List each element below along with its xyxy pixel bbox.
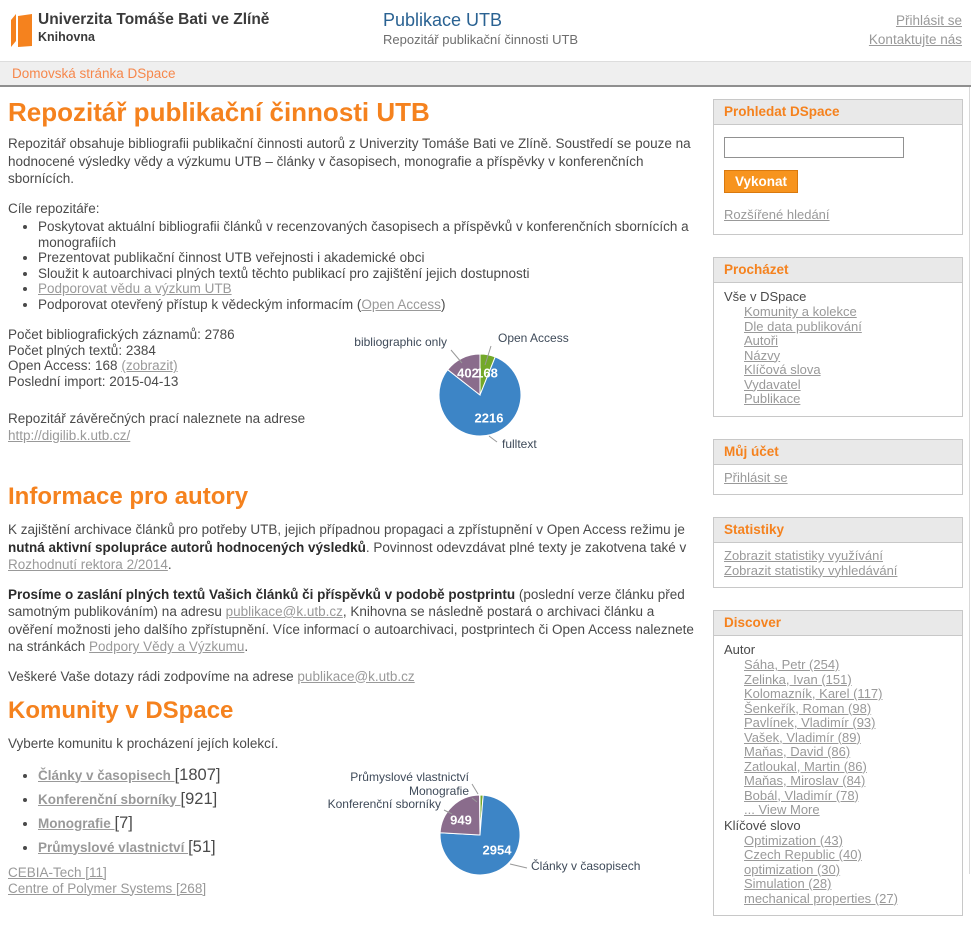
list-item: [744, 305, 952, 320]
pie-label: Průmyslové vlastnictví: [350, 770, 469, 784]
inline-link[interactable]: (zobrazit): [121, 358, 177, 373]
pie-label: Open Access: [498, 331, 569, 345]
link[interactable]: Publikace: [744, 391, 800, 406]
link[interactable]: Zobrazit statistiky vyhledávání: [724, 563, 897, 578]
list-item: [744, 334, 952, 349]
discover-link[interactable]: Pavlínek, Vladimír (93): [744, 715, 876, 730]
discover-box: [713, 610, 963, 916]
community-count: [921]: [181, 790, 218, 808]
authors-info-paragraph-2: Prosíme o zaslání plných textů Vašich článků či příspěvků v podobě postprintu (poslední verze článku před samotným publikováním) na adresu publikace@k.utb.cz, Knihovna se následně postará o archivaci článku a ověření možnosti jeho dalšího zpřístupnění. Více informací o autoarchivaci, postprintech či Open Access naleznete na stránkách Podpory Vědy a Výzkumu.: [8, 586, 703, 656]
community-item: [38, 791, 353, 808]
pie-label: Konferenční sborníky: [328, 797, 441, 811]
communities-list: [8, 767, 353, 856]
authors-info-title: Informace pro autory: [8, 483, 703, 511]
discover-group-links: [724, 658, 952, 818]
brand: [38, 10, 269, 46]
discover-link[interactable]: mechanical properties (27): [744, 891, 898, 906]
pie-value: 2954: [483, 842, 513, 857]
link[interactable]: Komunity a kolekce: [744, 304, 857, 319]
list-item: [744, 702, 952, 717]
list-item: [744, 687, 952, 702]
site-subtitle: Repozitář publikační činnosti UTB: [383, 32, 578, 48]
list-item: • Poskytovat aktuální bibliografii článků v recenzovaných časopisech a příspěvků v konferenčních sbornících a monografiích: [38, 219, 703, 250]
search-input[interactable]: [724, 137, 904, 158]
account-links: [724, 471, 952, 486]
intro-paragraph: Repozitář obsahuje bibliografii publikační činnosti autorů z Univerzity Tomáše Bati ve Zlíně. Soustředí se pouze na hodnocené výsledky vědy a výzkumu UTB – články v časopisech, monografie a příspěvky v konferenčních sbornících.: [8, 135, 703, 188]
discover-link[interactable]: Vašek, Vladimír (89): [744, 730, 861, 745]
list-item: [744, 774, 952, 789]
goals-title: Cíle repozitáře:: [8, 200, 703, 218]
authors-info-paragraph-1: K zajištění archivace článků pro potřeby UTB, jejich případnou propagaci a zpřístupnění v Open Access režimu je nutná aktivní spolupráce autorů hodnocených výsledků. Povinnost odevzdávat plné texty je zakotvena také v Rozhodnutí rektora 2/2014.: [8, 521, 703, 574]
discover-link[interactable]: Czech Republic (40): [744, 847, 862, 862]
pie-label: bibliographic only: [354, 335, 447, 349]
authors-info-paragraph-3: Veškeré Vaše dotazy rádi zodpovíme na adrese publikace@k.utb.cz: [8, 668, 703, 686]
library-name: Knihovna: [38, 29, 269, 46]
discover-groups: [714, 636, 962, 915]
pie-value: 168: [476, 365, 498, 380]
stats-and-chart-row: [8, 327, 703, 477]
discover-box-title: Discover: [714, 611, 962, 636]
discover-link[interactable]: ... View More: [744, 802, 820, 817]
list-item: • Sloužit k autoarchivaci plných textů těchto publikací pro zajištění jejich dostupnosti: [38, 266, 703, 282]
list-item: • Prezentovat publikační činnost UTB veřejnosti i akademické obci: [38, 250, 703, 266]
search-box-title: Prohledat DSpace: [714, 100, 962, 125]
community-count: [51]: [188, 838, 216, 856]
link[interactable]: CEBIA-Tech [11]: [8, 865, 107, 880]
pie-label-line: [472, 784, 478, 794]
stat-fulltexts: Počet plných textů: 2384: [8, 343, 353, 359]
browse-box: [713, 257, 963, 417]
discover-link[interactable]: optimization (30): [744, 862, 840, 877]
list-item: [744, 363, 952, 378]
site-title-block: [383, 9, 578, 48]
advanced-search-link[interactable]: Rozšířené hledání: [724, 207, 830, 222]
list-item: • Podporovat otevřený přístup k vědeckým informacím (Open Access): [38, 297, 703, 313]
list-item: [8, 881, 353, 897]
list-item: [744, 760, 952, 775]
discover-link[interactable]: Zelinka, Ivan (151): [744, 672, 852, 687]
list-item: [744, 877, 952, 892]
repository-stats: [8, 327, 353, 389]
community-link[interactable]: Průmyslové vlastnictví: [38, 840, 188, 855]
statistics-box-title: Statistiky: [714, 518, 962, 543]
link[interactable]: Vydavatel: [744, 377, 801, 392]
list-item: [744, 392, 952, 407]
statistics-box: [713, 517, 963, 588]
list-item: [744, 863, 952, 878]
statistics-links: [724, 549, 952, 578]
stat-open-access: Open Access: 168 (zobrazit): [8, 358, 353, 374]
search-box: [713, 99, 963, 235]
main-content: [8, 87, 703, 911]
inline-link[interactable]: Rozhodnutí rektora 2/2014: [8, 557, 168, 572]
list-item: [744, 673, 952, 688]
inline-link[interactable]: Open Access: [361, 297, 441, 312]
stat-last-import: Poslední import: 2015-04-13: [8, 374, 353, 390]
community-link[interactable]: Konferenční sborníky: [38, 792, 181, 807]
inline-link[interactable]: http://digilib.k.utb.cz/: [8, 428, 130, 443]
communities-and-chart-row: [8, 761, 703, 911]
thesis-repository-note: Repozitář závěrečných prací naleznete na adrese http://digilib.k.utb.cz/: [8, 410, 353, 444]
list-item: [744, 716, 952, 731]
discover-link[interactable]: Zatloukal, Martin (86): [744, 759, 867, 774]
link[interactable]: Autoři: [744, 333, 778, 348]
list-item: [724, 564, 952, 579]
list-item: [744, 320, 952, 335]
list-item: [744, 803, 952, 818]
discover-link[interactable]: Simulation (28): [744, 876, 831, 891]
utb-book-icon: [10, 11, 34, 48]
discover-group-label: Autor: [724, 642, 952, 658]
breadcrumb-home-link[interactable]: Domovská stránka DSpace: [12, 66, 176, 81]
community-count: [1807]: [175, 766, 221, 784]
list-item: [724, 549, 952, 564]
pie-label: Články v časopisech: [531, 858, 640, 873]
list-item: [744, 834, 952, 849]
link[interactable]: Klíčová slova: [744, 362, 821, 377]
discover-link[interactable]: Sáha, Petr (254): [744, 657, 839, 672]
list-item: [724, 471, 952, 486]
community-link[interactable]: Monografie: [38, 816, 115, 831]
pie-label: Monografie: [409, 784, 469, 798]
content: [0, 87, 971, 938]
discover-link[interactable]: Bobál, Vladimír (78): [744, 788, 859, 803]
communities-title: Komunity v DSpace: [8, 697, 703, 725]
list-item: [744, 892, 952, 907]
list-item: [744, 658, 952, 673]
header-links: [869, 11, 962, 49]
list-item: [744, 378, 952, 393]
goals-list: [8, 219, 703, 312]
browse-scope-label: Vše v DSpace: [724, 289, 952, 305]
community-item: [38, 839, 353, 856]
breadcrumb: [0, 61, 971, 87]
site-title: Publikace UTB: [383, 9, 578, 32]
discover-link[interactable]: Šenkeřík, Roman (98): [744, 701, 871, 716]
contact-link[interactable]: Kontaktujte nás: [869, 30, 962, 49]
discover-link[interactable]: Optimization (43): [744, 833, 843, 848]
page-right-edge: [969, 87, 970, 874]
pie-value: 2216: [475, 410, 504, 425]
pie-label: fulltext: [502, 437, 537, 451]
community-link[interactable]: Články v časopisech: [38, 768, 175, 783]
discover-link[interactable]: Maňas, Miroslav (84): [744, 773, 865, 788]
account-box: [713, 439, 963, 496]
communities-intro: Vyberte komunitu k procházení jejích kolekcí.: [8, 735, 703, 753]
sidebar: [713, 87, 963, 938]
login-link[interactable]: Přihlásit se: [869, 11, 962, 30]
discover-link[interactable]: Maňas, David (86): [744, 744, 850, 759]
fulltext-pie-chart: [353, 327, 663, 477]
pie-value: 949: [450, 812, 472, 827]
list-item: [744, 789, 952, 804]
browse-links: [724, 305, 952, 407]
site-header: [0, 0, 971, 61]
university-name: Univerzita Tomáše Bati ve Zlíně: [38, 10, 269, 29]
discover-group-label: Klíčové slovo: [724, 818, 952, 834]
list-item: [744, 848, 952, 863]
stat-bibliographic-records: Počet bibliografických záznamů: 2786: [8, 327, 353, 343]
extra-communities-list: [8, 865, 353, 897]
search-submit-button[interactable]: Vykonat: [724, 170, 798, 193]
list-item: [38, 281, 703, 297]
discover-group-links: [724, 834, 952, 907]
list-item: [744, 731, 952, 746]
browse-box-title: Procházet: [714, 258, 962, 283]
inline-link[interactable]: publikace@k.utb.cz: [297, 669, 414, 684]
link[interactable]: Názvy: [744, 348, 780, 363]
inline-link[interactable]: Podpory Vědy a Výzkumu: [89, 639, 244, 654]
page-title: Repozitář publikační činnosti UTB: [8, 97, 703, 127]
account-box-title: Můj účet: [714, 440, 962, 465]
inline-link[interactable]: publikace@k.utb.cz: [226, 604, 343, 619]
pie-value: 402: [457, 365, 479, 380]
inline-link[interactable]: Podporovat vědu a výzkum UTB: [38, 281, 232, 296]
community-item: [38, 815, 353, 832]
discover-link[interactable]: Kolomazník, Karel (117): [744, 686, 883, 701]
link[interactable]: Přihlásit se: [724, 470, 788, 485]
community-count: [7]: [115, 814, 133, 832]
pie-label-line: [489, 436, 497, 442]
link[interactable]: Centre of Polymer Systems [268]: [8, 881, 206, 896]
link[interactable]: Dle data publikování: [744, 319, 862, 334]
list-item: [8, 865, 353, 881]
communities-pie-chart: [353, 761, 663, 911]
community-item: [38, 767, 353, 784]
list-item: [744, 745, 952, 760]
link[interactable]: Zobrazit statistiky využívání: [724, 548, 883, 563]
pie-label-line: [510, 864, 527, 868]
list-item: [744, 349, 952, 364]
